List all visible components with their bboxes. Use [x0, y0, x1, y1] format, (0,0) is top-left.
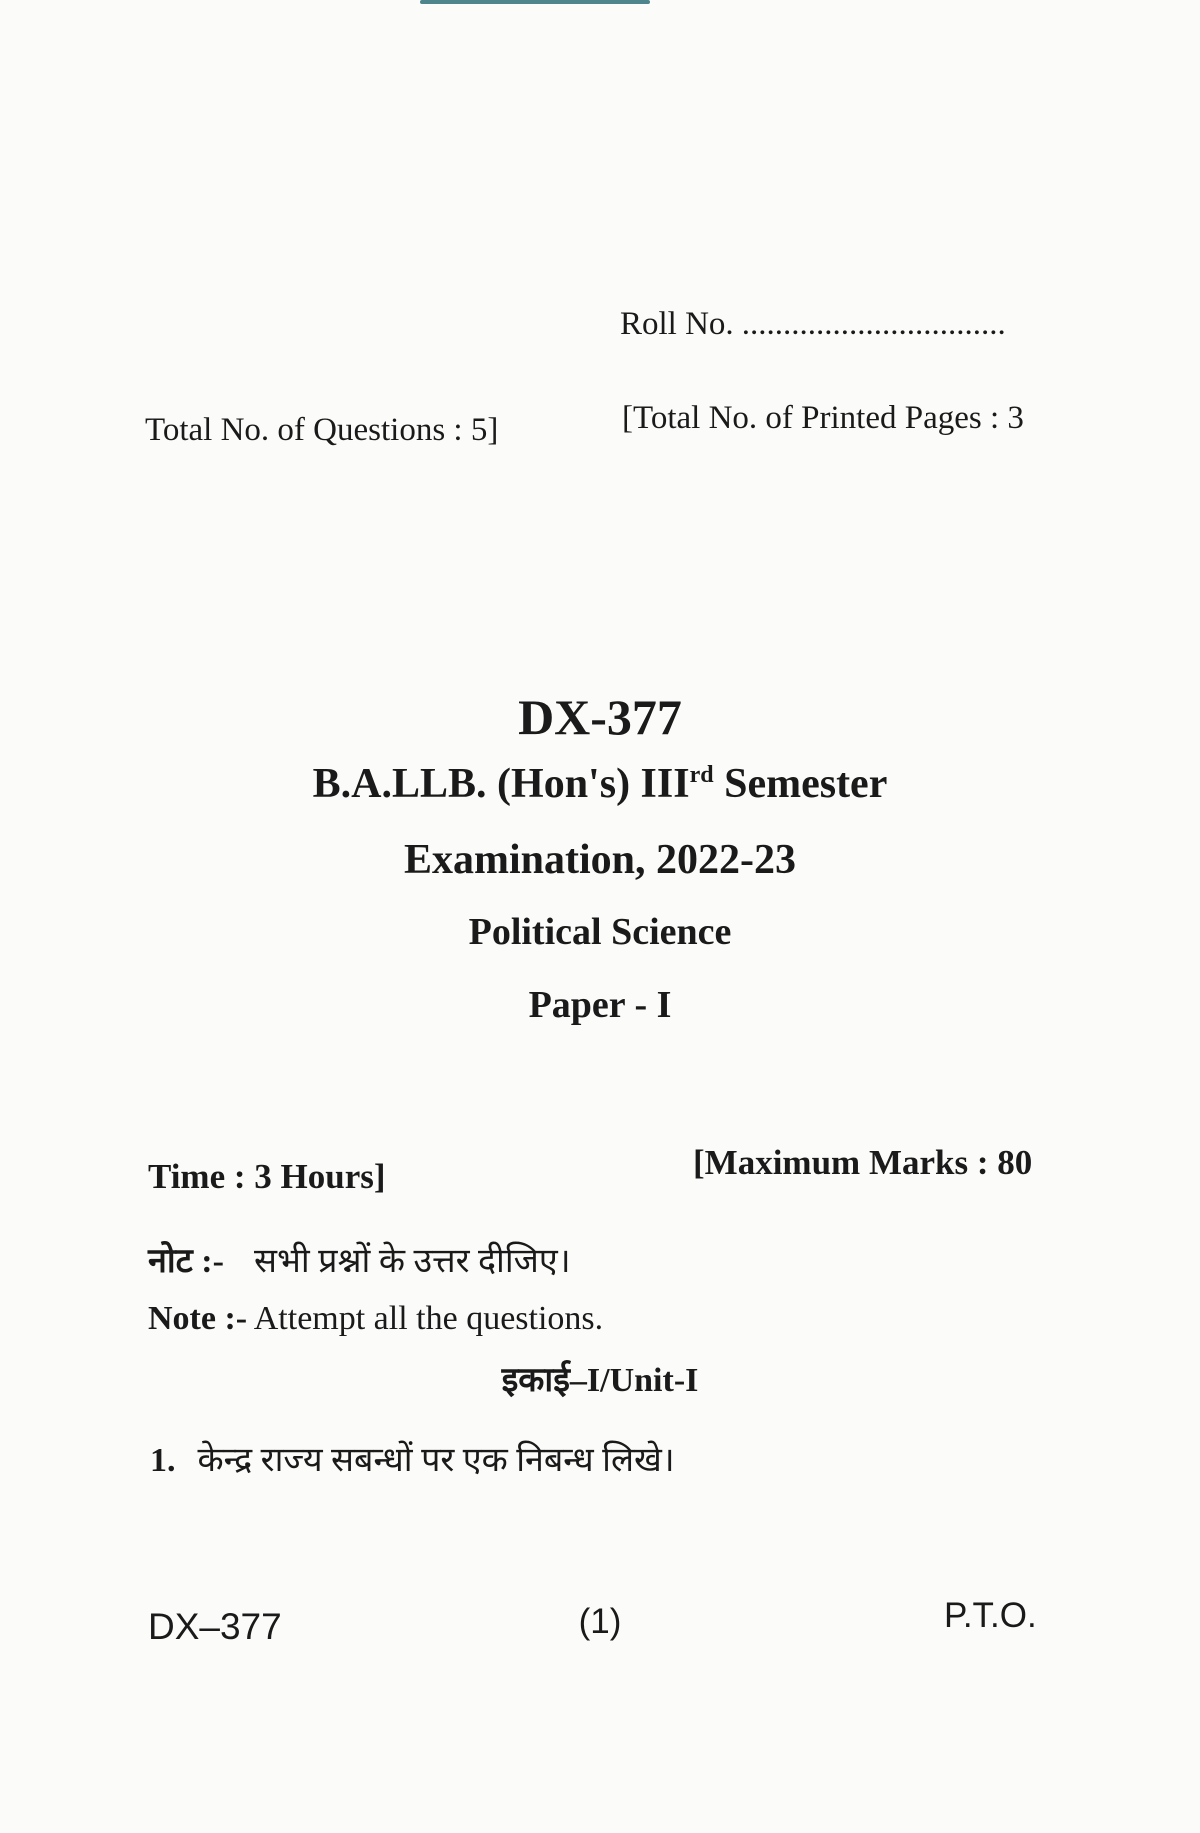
question-item — [150, 1435, 675, 1481]
paper-number: Paper - I — [528, 984, 672, 1026]
question-text: केन्द्र राज्य सबन्धों पर एक निबन्ध लिखे। — [197, 1442, 675, 1479]
course-ordinal: rd — [689, 762, 714, 788]
course-main: B.A.LLB. (Hon's) III — [312, 761, 690, 807]
note-english-label: Note :- — [148, 1300, 248, 1337]
note-hindi-label: नोट :- — [148, 1243, 224, 1280]
total-questions: Total No. of Questions : 5] — [145, 412, 499, 448]
question-number: 1. — [150, 1442, 176, 1479]
paper-code: DX-377 — [518, 689, 682, 745]
scan-smudge — [420, 0, 650, 4]
note-hindi — [148, 1236, 571, 1282]
footer-code: DX–377 — [148, 1606, 282, 1647]
roll-number-line — [620, 306, 1006, 343]
roll-label: Roll No. — [620, 306, 734, 342]
footer-page-number: (1) — [578, 1602, 622, 1641]
maximum-marks: [Maximum Marks : 80 — [693, 1143, 1033, 1182]
course-tail: Semester — [713, 761, 888, 807]
course-title — [0, 760, 1200, 808]
note-english — [148, 1300, 603, 1338]
total-pages: [Total No. of Printed Pages : 3 — [622, 400, 1024, 436]
exam-title: Examination, 2022-23 — [403, 837, 797, 883]
note-english-text: Attempt all the questions. — [247, 1300, 604, 1337]
note-hindi-text: सभी प्रश्नों के उत्तर दीजिए। — [253, 1243, 571, 1280]
time-allowed: Time : 3 Hours] — [148, 1157, 386, 1196]
unit-heading: इकाई–I/Unit-I — [501, 1362, 699, 1399]
subject-title: Political Science — [468, 911, 732, 953]
footer-pto: P.T.O. — [944, 1596, 1037, 1635]
roll-blank: ................................ — [741, 306, 1006, 342]
